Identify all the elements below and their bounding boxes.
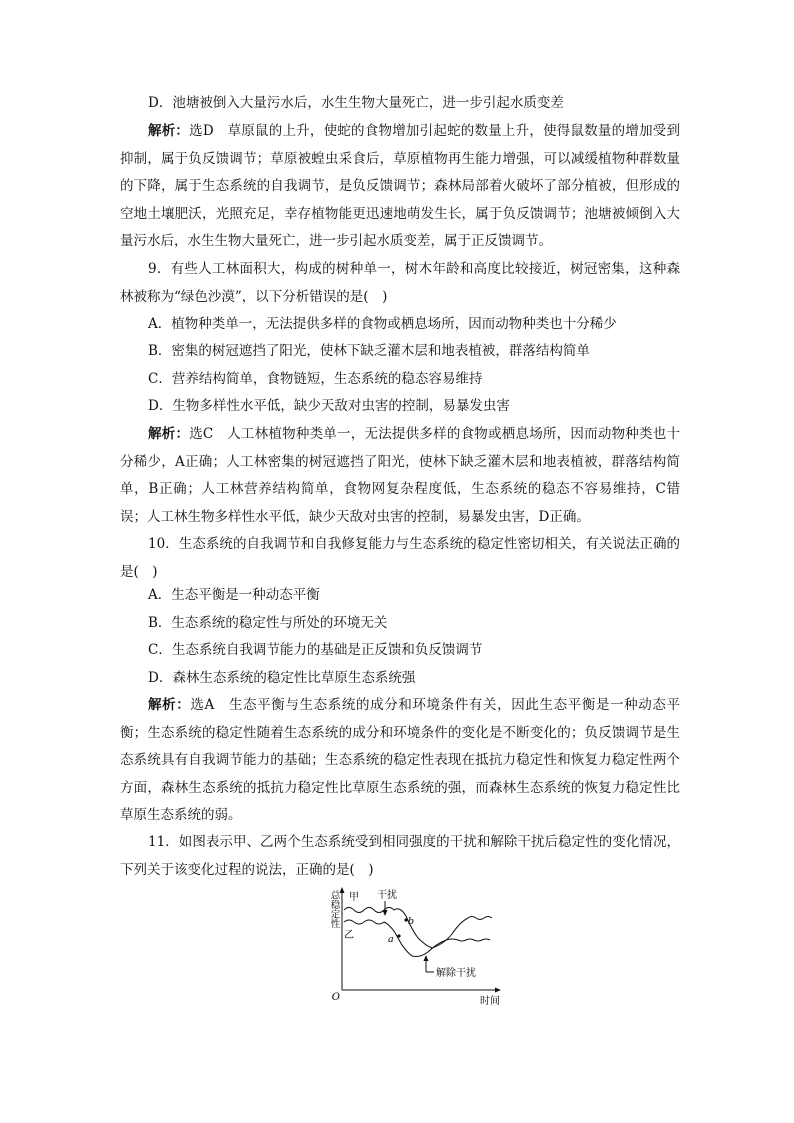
q9-option-d: D．生物多样性水平低，缺少天敌对虫害的控制，易暴发虫害: [148, 398, 510, 414]
series-yi-label: 乙: [344, 930, 354, 941]
q10-stem: 10．生态系统的自我调节和自我修复能力与生态系统的稳定性密切相关，有关说法正确的是( ): [120, 536, 680, 580]
q10-option-a: A．生态平衡是一种动态平衡: [148, 587, 320, 603]
q9-option-a: A．植物种类单一，无法提供多样的食物或栖息场所，因而动物种类也十分稀少: [148, 316, 617, 332]
remove-label: 解除干扰: [436, 968, 476, 979]
remove-arrow-head: [424, 955, 429, 961]
analysis-label: 解析：: [148, 123, 190, 139]
q9-option-c: C．营养结构简单，食物链短，生态系统的稳态容易维持: [148, 371, 483, 387]
series-yi-line: [344, 920, 490, 957]
q10-option-c: C．生态系统自我调节能力的基础是正反馈和负反馈调节: [148, 642, 483, 658]
analysis-body: 选D 草原鼠的上升，使蛇的食物增加引起蛇的数量上升，使得鼠数量的增加受到抑制，属于负反馈调节；草原被蝗虫采食后，草原植物再生能力增强，可以减缓植物种群数量的下降，属于生态系统的自我调节，是负反馈调节；森林局部着火破坏了部分植被，但形成的空地土壤肥沃，光照充足，幸存植物能更迅速地萌发生长，属于负反馈调节；池塘被倾倒入大量污水后，水生生物大量死亡，进一步引起水质变差，属于正反馈调节。: [120, 123, 681, 249]
q10-analysis: [120, 692, 680, 830]
q8-analysis: [120, 118, 680, 256]
origin-label: O: [331, 992, 340, 1003]
point-b-label: b: [408, 916, 415, 927]
disturb-arrow-head: [383, 910, 388, 916]
stability-figure: [322, 886, 502, 1008]
point-a-label: a: [388, 934, 394, 945]
q11-stem: 11．如图表示甲、乙两个生态系统受到相同强度的干扰和解除干扰后稳定性的变化情况，下列关于该变化过程的说法，正确的是( ): [120, 834, 680, 878]
y-axis-arrow: [340, 887, 345, 893]
q10-option-b: B．生态系统的稳定性与所处的环境无关: [148, 615, 388, 631]
series-jia-line: [344, 908, 492, 949]
analysis-body: 选C 人工林植物种类单一，无法提供多样的食物或栖息场所，因而动物种类也十分稀少，A正确；人工林密集的树冠遮挡了阳光，使林下缺乏灌木层和地表植被，群落结构简单，B正确；人工林营养结构简单，食物网复杂程度低，生态系统的稳态不容易维持，C错误；人工林生物多样性水平低，缺少天敌对虫害的控制，易暴发虫害，D正确。: [120, 426, 680, 525]
analysis-body: 选A 生态平衡与生态系统的成分和环境条件有关，因此生态平衡是一种动态平衡；生态系统的稳定性随着生态系统的成分和环境条件的变化是不断变化的；负反馈调节是生态系统具有自我调节能力的基础；生态系统的稳定性表现在抵抗力稳定性和恢复力稳定性两个方面，森林生态系统的抵抗力稳定性比草原生态系统的强，而森林生态系统的恢复力稳定性比草原生态系统的弱。: [120, 697, 681, 823]
q8-option-d: D．池塘被倒入大量污水后，水生生物大量死亡，进一步引起水质变差: [148, 95, 564, 111]
x-axis-label: 时间: [480, 996, 500, 1007]
q9-option-b: B．密集的树冠遮挡了阳光，使林下缺乏灌木层和地表植被，群落结构简单: [148, 343, 590, 359]
x-axis-arrow: [495, 988, 501, 993]
y-axis-label: 总稳定性: [328, 890, 340, 928]
point-a-marker: [397, 934, 400, 937]
disturb-label: 干扰: [377, 890, 397, 901]
q9-analysis: [120, 421, 680, 531]
q9-stem: 9．有些人工林面积大，构成的树种单一，树木年龄和高度比较接近，树冠密集，这种森林被称为“绿色沙漠”，以下分析错误的是( ): [120, 261, 680, 305]
analysis-label: 解析：: [148, 426, 190, 442]
series-jia-label: 甲: [349, 892, 359, 903]
analysis-label: 解析：: [148, 697, 191, 713]
q10-option-d: D．森林生态系统的稳定性比草原生态系统强: [148, 670, 416, 686]
